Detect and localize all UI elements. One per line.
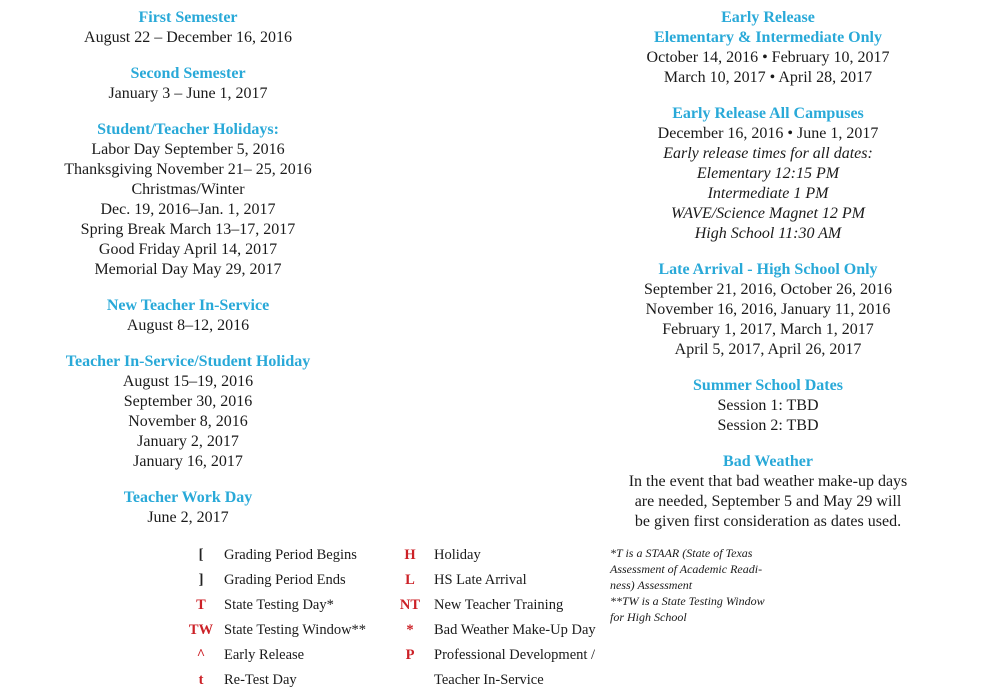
footnote-line: for High School <box>610 610 687 624</box>
date-line: November 16, 2016, January 11, 2016 <box>645 301 891 318</box>
section-heading: Student/Teacher Holidays: <box>97 121 279 138</box>
legend-symbol <box>393 668 427 693</box>
legend-symbol: * <box>406 622 414 638</box>
section-student-teacher-holidays <box>0 120 376 280</box>
legend-label: Grading Period Ends <box>224 572 346 588</box>
section-early-release <box>575 8 961 88</box>
section-teacher-work-day <box>0 488 376 528</box>
date-line: Good Friday April 14, 2017 <box>98 241 278 258</box>
date-line: April 5, 2017, April 26, 2017 <box>674 341 862 358</box>
date-line: Dec. 19, 2016–Jan. 1, 2017 <box>100 201 276 218</box>
date-line: June 2, 2017 <box>147 509 229 526</box>
date-line: Labor Day September 5, 2016 <box>91 141 285 158</box>
section-heading: Bad Weather <box>723 453 813 470</box>
legend-label: Teacher In-Service <box>434 672 544 688</box>
date-line: Spring Break March 13–17, 2017 <box>80 221 296 238</box>
date-line: Memorial Day May 29, 2017 <box>94 261 282 278</box>
section-bad-weather <box>575 452 961 532</box>
right-column <box>575 8 961 548</box>
section-heading: New Teacher In-Service <box>106 297 270 314</box>
date-line: are needed, September 5 and May 29 will <box>634 493 902 510</box>
legend-label: Holiday <box>434 547 481 563</box>
section-heading: Late Arrival - High School Only <box>658 261 878 278</box>
date-line: October 14, 2016 • February 10, 2017 <box>646 49 890 66</box>
legend-label: State Testing Window** <box>224 622 367 638</box>
date-line: August 15–19, 2016 <box>122 373 254 390</box>
legend-symbol: ^ <box>196 647 206 663</box>
footnote-line: *T is a STAAR (State of Texas <box>610 546 753 560</box>
legend-symbol: TW <box>188 622 214 638</box>
section-summer-school-dates <box>575 376 961 436</box>
legend-label: HS Late Arrival <box>434 572 527 588</box>
release-time-line: Intermediate 1 PM <box>707 185 829 202</box>
section-teacher-in-service-student-holiday <box>0 352 376 472</box>
date-line: December 16, 2016 • June 1, 2017 <box>657 125 879 142</box>
legend-symbol: H <box>404 547 416 563</box>
section-first-semester <box>0 8 376 48</box>
section-early-release-all-campuses <box>575 104 961 244</box>
date-line: In the event that bad weather make-up days <box>628 473 908 490</box>
legend-label: Re-Test Day <box>224 672 297 688</box>
section-heading: Second Semester <box>130 65 246 82</box>
date-line: January 2, 2017 <box>137 433 239 450</box>
section-heading: Early Release All Campuses <box>672 105 864 122</box>
section-second-semester <box>0 64 376 104</box>
left-column <box>0 8 376 544</box>
date-line: Christmas/Winter <box>131 181 245 198</box>
date-line: Thanksgiving November 21– 25, 2016 <box>64 161 312 178</box>
section-heading: First Semester <box>138 9 238 26</box>
date-line: February 1, 2017, March 1, 2017 <box>662 321 874 338</box>
release-time-line: High School 11:30 AM <box>694 225 842 242</box>
date-line: September 30, 2016 <box>123 393 253 410</box>
legend-label: Early Release <box>224 647 305 663</box>
legend-symbol: P <box>405 647 415 663</box>
legend-label: Grading Period Begins <box>224 547 357 563</box>
legend-symbol: [ <box>198 547 204 563</box>
release-time-line: WAVE/Science Magnet 12 PM <box>670 205 865 222</box>
date-line: March 10, 2017 • April 28, 2017 <box>663 69 873 86</box>
section-heading: Teacher Work Day <box>123 489 253 506</box>
section-heading: Early Release <box>721 9 815 26</box>
legend-label: New Teacher Training <box>434 597 564 613</box>
section-late-arrival-high-school-only <box>575 260 961 360</box>
legend-label: State Testing Day* <box>224 597 334 613</box>
footnote-line: Assessment of Academic Readi- <box>610 562 763 576</box>
date-line: November 8, 2016 <box>128 413 248 430</box>
section-heading: Teacher In-Service/Student Holiday <box>65 353 311 370</box>
date-line: be given first consideration as dates used. <box>634 513 902 530</box>
date-line: Session 1: TBD <box>717 397 819 414</box>
date-line: August 22 – December 16, 2016 <box>84 29 292 46</box>
legend-symbol: ] <box>198 572 204 588</box>
date-line: January 3 – June 1, 2017 <box>108 85 268 102</box>
legend-symbol: L <box>405 572 415 588</box>
legend-symbol: T <box>196 597 206 613</box>
section-subheading: Elementary & Intermediate Only <box>654 29 882 46</box>
legend-symbol: NT <box>399 597 421 613</box>
legend-symbol: t <box>198 672 204 688</box>
legend-label: Professional Development / <box>434 647 596 663</box>
section-new-teacher-in-service <box>0 296 376 336</box>
date-line: September 21, 2016, October 26, 2016 <box>644 281 892 298</box>
date-line: January 16, 2017 <box>133 453 243 470</box>
date-line: Session 2: TBD <box>717 417 819 434</box>
date-line: August 8–12, 2016 <box>126 317 250 334</box>
release-time-line: Elementary 12:15 PM <box>696 165 840 182</box>
release-time-line: Early release times for all dates: <box>663 145 873 162</box>
footnote-line: **TW is a State Testing Window <box>610 594 765 608</box>
footnotes <box>610 545 810 625</box>
legend-label: Bad Weather Make-Up Day <box>434 622 596 638</box>
footnote-line: ness) Assessment <box>610 578 693 592</box>
section-heading: Summer School Dates <box>693 377 843 394</box>
